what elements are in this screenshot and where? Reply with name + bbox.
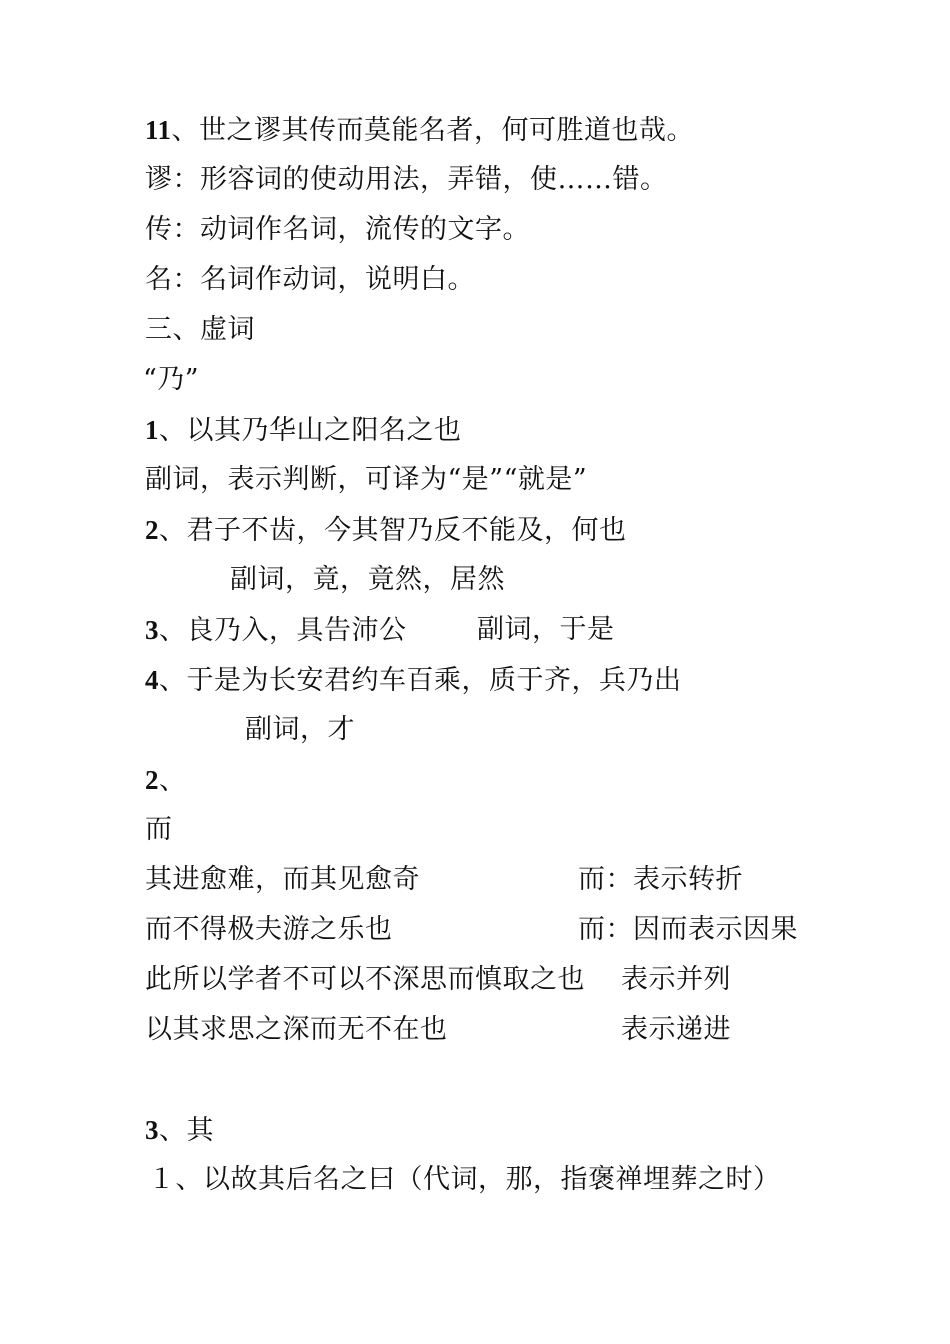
item-number: 3 (145, 615, 159, 645)
line-text: 、其 (159, 1115, 214, 1146)
doc-line-8: 副词，表示判断，可译为“是”“就是” (145, 464, 588, 495)
doc-line-17: 而不得极夫游之乐也 (145, 914, 393, 945)
section-heading: 三、虚词 (145, 314, 255, 345)
item-number: 1 (145, 415, 159, 445)
doc-line-11 (145, 612, 407, 649)
line-text: 、 (159, 765, 187, 796)
line-text: 、于是为长安君约车百乘，质于齐，兵乃出 (159, 665, 682, 696)
doc-line-15: 而 (145, 814, 173, 845)
line-text: 、君子不齿，今其智乃反不能及，何也 (159, 515, 627, 546)
line-text: 、良乃入，具告沛公 (159, 615, 407, 646)
doc-line-14 (145, 762, 187, 799)
item-number: 2 (145, 765, 159, 795)
doc-line-19: 以其求思之深而无不在也 (145, 1014, 448, 1045)
doc-line-20 (145, 1112, 214, 1149)
line-text: 、世之谬其传而莫能名者，何可胜道也哉。 (171, 115, 695, 146)
doc-line-9 (145, 512, 627, 549)
doc-line-18-note: 表示并列 (621, 964, 731, 995)
item-number: 4 (145, 665, 159, 695)
doc-line-2: 谬：形容词的使动用法，弄错，使……错。 (145, 164, 668, 195)
line-text: 、以其乃华山之阳名之也 (159, 415, 462, 446)
doc-line-3: 传：动词作名词，流传的文字。 (145, 214, 530, 245)
doc-line-19-note: 表示递进 (621, 1014, 731, 1045)
doc-line-21: １、以故其后名之曰（代词，那，指褒禅埋葬之时） (148, 1164, 781, 1195)
doc-line-7 (145, 412, 462, 449)
doc-line-17-note: 而：因而表示因果 (578, 914, 798, 945)
doc-line-4: 名：名词作动词，说明白。 (145, 264, 475, 295)
doc-line-16-note: 而：表示转折 (578, 864, 743, 895)
subsection-heading: “乃” (143, 364, 200, 395)
doc-line-16: 其进愈难，而其见愈奇 (145, 864, 420, 895)
item-number: 2 (145, 515, 159, 545)
doc-line-18: 此所以学者不可以不深思而慎取之也 (145, 964, 585, 995)
doc-line-13: 副词，才 (245, 714, 355, 745)
doc-line-12 (145, 662, 682, 699)
doc-line-11-note: 副词，于是 (477, 614, 615, 645)
item-number: 3 (145, 1115, 159, 1145)
doc-line-1 (145, 112, 694, 149)
doc-line-10: 副词，竟，竟然，居然 (230, 564, 505, 595)
item-number: 11 (145, 115, 172, 145)
